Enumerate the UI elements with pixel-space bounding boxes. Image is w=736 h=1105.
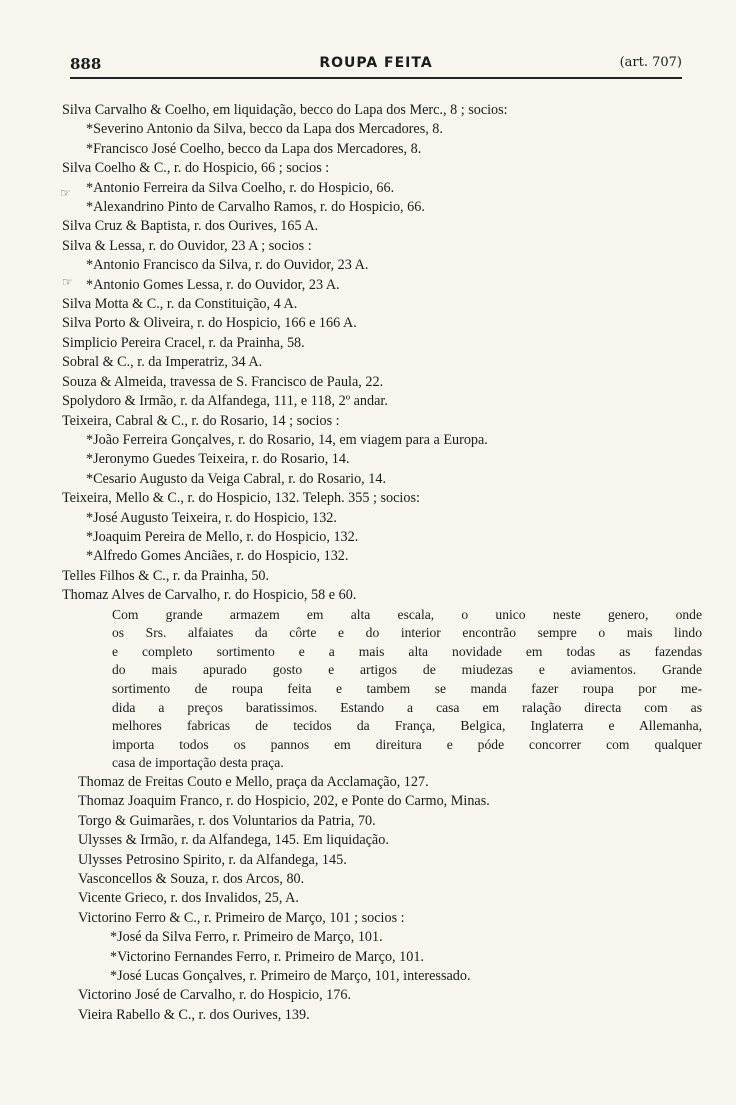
- firm-entry: Silva Porto & Oliveira, r. do Hospicio, 166 e 166 A.: [62, 315, 357, 332]
- hand-pointer-icon: ☞: [62, 275, 73, 289]
- firm-entry: Victorino Ferro & C., r. Primeiro de Março, 101 ; socios :: [78, 909, 405, 926]
- firm-entry: Thomaz Alves de Carvalho, r. do Hospicio, 58 e 60.: [62, 587, 357, 604]
- hand-pointer-icon: ☞: [60, 186, 71, 200]
- firm-entry: Teixeira, Cabral & C., r. do Rosario, 14 ; socios :: [62, 412, 340, 429]
- firm-entry: Silva Coelho & C., r. do Hospicio, 66 ; socios :: [62, 160, 330, 177]
- partner-entry: *Alfredo Gomes Anciães, r. do Hospicio, 132.: [86, 548, 349, 565]
- description-line: Com grande armazem em alta escala, o unico neste genero, onde: [112, 606, 702, 622]
- firm-entry: Souza & Almeida, travessa de S. Francisco de Paula, 22.: [62, 373, 384, 390]
- firm-entry: Torgo & Guimarães, r. dos Voluntarios da Patria, 70.: [78, 812, 376, 829]
- partner-entry: *Cesario Augusto da Veiga Cabral, r. do Rosario, 14.: [86, 470, 386, 487]
- firm-entry: Ulysses Petrosino Spirito, r. da Alfandega, 145.: [78, 851, 347, 868]
- firm-entry: Vicente Grieco, r. dos Invalidos, 25, A.: [78, 890, 299, 907]
- partner-entry: *Victorino Fernandes Ferro, r. Primeiro de Março, 101.: [110, 948, 424, 965]
- description-line: e completo sortimento e a mais alta novidade em todas as fazendas: [112, 643, 702, 659]
- partner-entry: *João Ferreira Gonçalves, r. do Rosario, 14, em viagem para a Europa.: [86, 431, 488, 448]
- partner-entry: *José da Silva Ferro, r. Primeiro de Março, 101.: [110, 929, 383, 946]
- firm-entry: Telles Filhos & C., r. da Prainha, 50.: [62, 567, 270, 584]
- description-line: os Srs. alfaiates da côrte e do interior encontrão sempre o mais lindo: [112, 625, 702, 641]
- firm-entry: Sobral & C., r. da Imperatriz, 34 A.: [62, 354, 263, 371]
- firm-entry: Vieira Rabello & C., r. dos Ourives, 139.: [78, 1006, 310, 1023]
- entries-list: [62, 101, 702, 1025]
- description-line: dida a preços baratissimos. Estando a casa em ralação directa com as: [112, 699, 702, 715]
- partner-entry: *Antonio Ferreira da Silva Coelho, r. do Hospicio, 66.: [86, 179, 395, 196]
- firm-entry: Teixeira, Mello & C., r. do Hospicio, 132. Teleph. 355 ; socios:: [62, 490, 420, 507]
- firm-entry: Simplicio Pereira Cracel, r. da Prainha, 58.: [62, 334, 305, 351]
- partner-entry: *Jeronymo Guedes Teixeira, r. do Rosario, 14.: [86, 451, 350, 468]
- firm-entry: Thomaz de Freitas Couto e Mello, praça da Acclamação, 127.: [78, 773, 429, 790]
- partner-entry: *Antonio Gomes Lessa, r. do Ouvidor, 23 A.: [86, 276, 340, 293]
- partner-entry: *Alexandrino Pinto de Carvalho Ramos, r. do Hospicio, 66.: [86, 199, 425, 216]
- firm-entry: Silva Cruz & Baptista, r. dos Ourives, 165 A.: [62, 218, 319, 235]
- partner-entry: *José Lucas Gonçalves, r. Primeiro de Março, 101, interessado.: [110, 967, 471, 984]
- partner-entry: *Severino Antonio da Silva, becco da Lapa dos Mercadores, 8.: [86, 121, 443, 138]
- firm-entry: Thomaz Joaquim Franco, r. do Hospicio, 202, e Ponte do Carmo, Minas.: [78, 793, 490, 810]
- description-line: casa de importação desta praça.: [112, 755, 284, 771]
- advertisement-description: [62, 606, 702, 773]
- page-header: [70, 53, 682, 79]
- firm-entry: Victorino José de Carvalho, r. do Hospicio, 176.: [78, 987, 352, 1004]
- description-line: importa todos os pannos em direitura e póde concorrer com qualquer: [112, 736, 702, 752]
- firm-entry: Silva Motta & C., r. da Constituição, 4 A.: [62, 296, 298, 313]
- firm-entry: Vasconcellos & Souza, r. dos Arcos, 80.: [78, 870, 305, 887]
- section-title: ROUPA FEITA: [319, 55, 433, 71]
- partner-entry: *José Augusto Teixeira, r. do Hospicio, 132.: [86, 509, 337, 526]
- firm-entry: Silva & Lessa, r. do Ouvidor, 23 A ; socios :: [62, 237, 312, 254]
- partner-entry: *Antonio Francisco da Silva, r. do Ouvidor, 23 A.: [86, 257, 369, 274]
- page-number: 888: [70, 55, 102, 73]
- firm-entry: Spolydoro & Irmão, r. da Alfandega, 111, e 118, 2º andar.: [62, 393, 388, 410]
- description-line: melhores fabricas de tecidos da França, Belgica, Inglaterra e Allemanha,: [112, 718, 702, 734]
- firm-entry: Ulysses & Irmão, r. da Alfandega, 145. Em liquidação.: [78, 832, 389, 849]
- firm-entry: Silva Carvalho & Coelho, em liquidação, becco do Lapa dos Merc., 8 ; socios:: [62, 102, 508, 118]
- description-line: sortimento de roupa feita e tambem se manda fazer roupa por me-: [112, 680, 702, 696]
- article-reference: (art. 707): [619, 55, 682, 70]
- description-line: do mais apurado gosto e artigos de miudezas e aviamentos. Grande: [112, 662, 702, 678]
- partner-entry: *Joaquim Pereira de Mello, r. do Hospicio, 132.: [86, 528, 359, 545]
- partner-entry: *Francisco José Coelho, becco da Lapa dos Mercadores, 8.: [86, 140, 422, 157]
